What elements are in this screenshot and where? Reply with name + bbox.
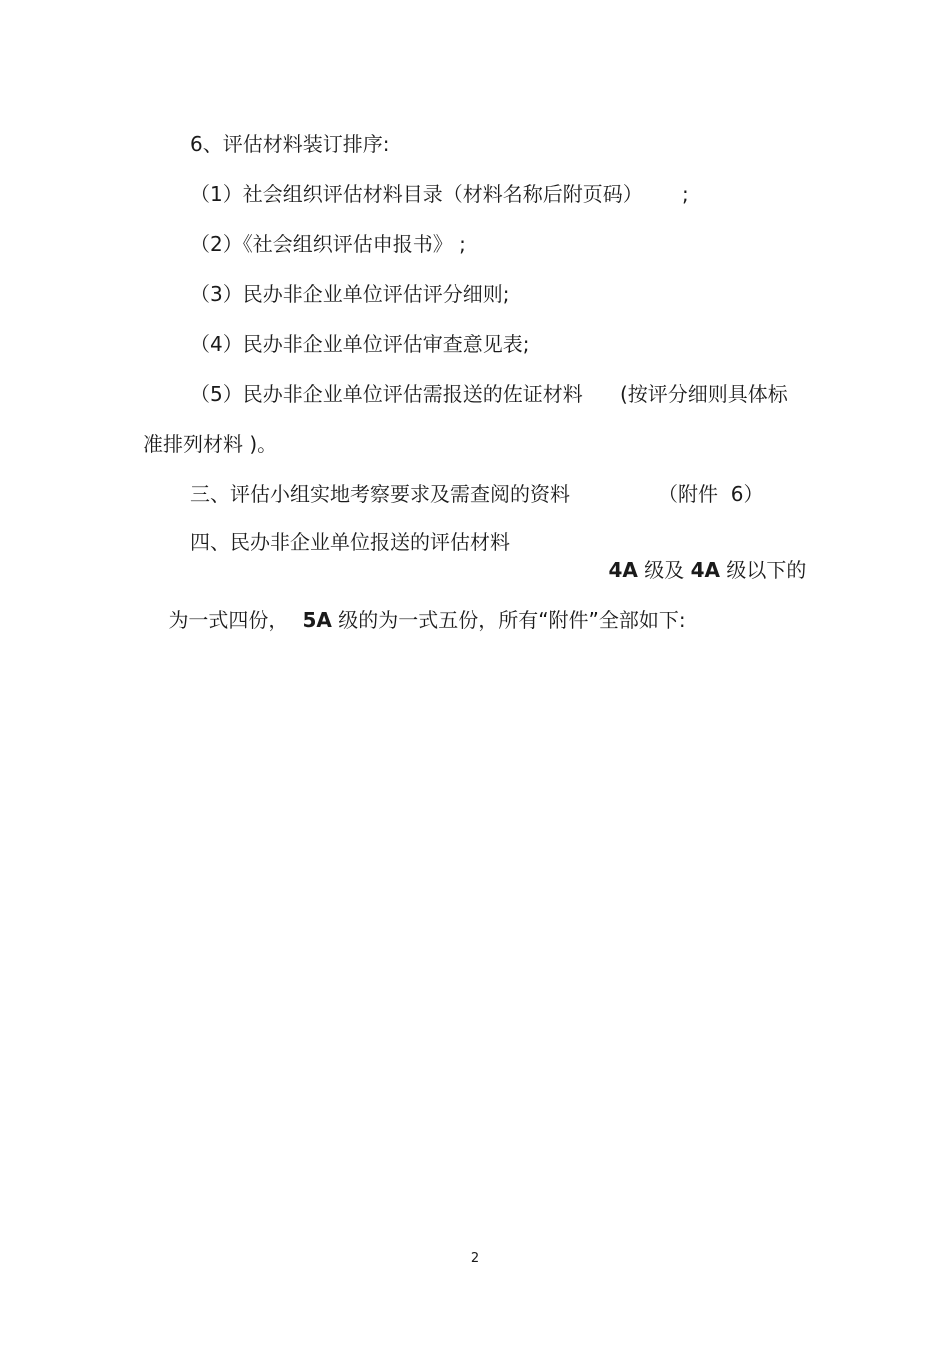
section-4-line2-part2: 级的为一式五份，所有“附件”全部如下: [331,608,686,632]
grade-label: 5A [302,608,332,632]
grade-label: 4A [608,558,638,582]
list-item-1: （1）社会组织评估材料目录（材料名称后附页码） [190,182,643,206]
section-4-line2 [143,578,686,662]
section-3-text: 三、评估小组实地考察要求及需查阅的资料 [190,482,570,506]
list-item-3: （3）民办非企业单位评估评分细则; [190,282,510,306]
list-item-5: （5）民办非企业单位评估需报送的佐证材料 [190,382,583,406]
section-4-part1: 四、民办非企业单位报送的评估材料 [190,530,510,554]
section-4-part3: 级以下的 [719,558,807,582]
section-4-line2-part1: 为一式四份， [168,608,289,632]
list-item-5-continued: (按评分细则具体标 [620,382,788,406]
grade-label: 4A [690,558,720,582]
list-item-2: （2）《社会组织评估申报书》 ; [190,232,466,256]
list-item-4: （4）民办非企业单位评估审查意见表; [190,332,530,356]
item-6-heading: 6、评估材料装订排序: [190,132,390,156]
list-item-5-wrap: 准排列材料 )。 [143,432,278,456]
section-4-part2: 级及 [637,558,691,582]
section-3-attachment: （附件 6） [658,482,764,506]
list-item-1-semicolon: ; [682,182,689,206]
page-number: 2 [470,1251,480,1266]
